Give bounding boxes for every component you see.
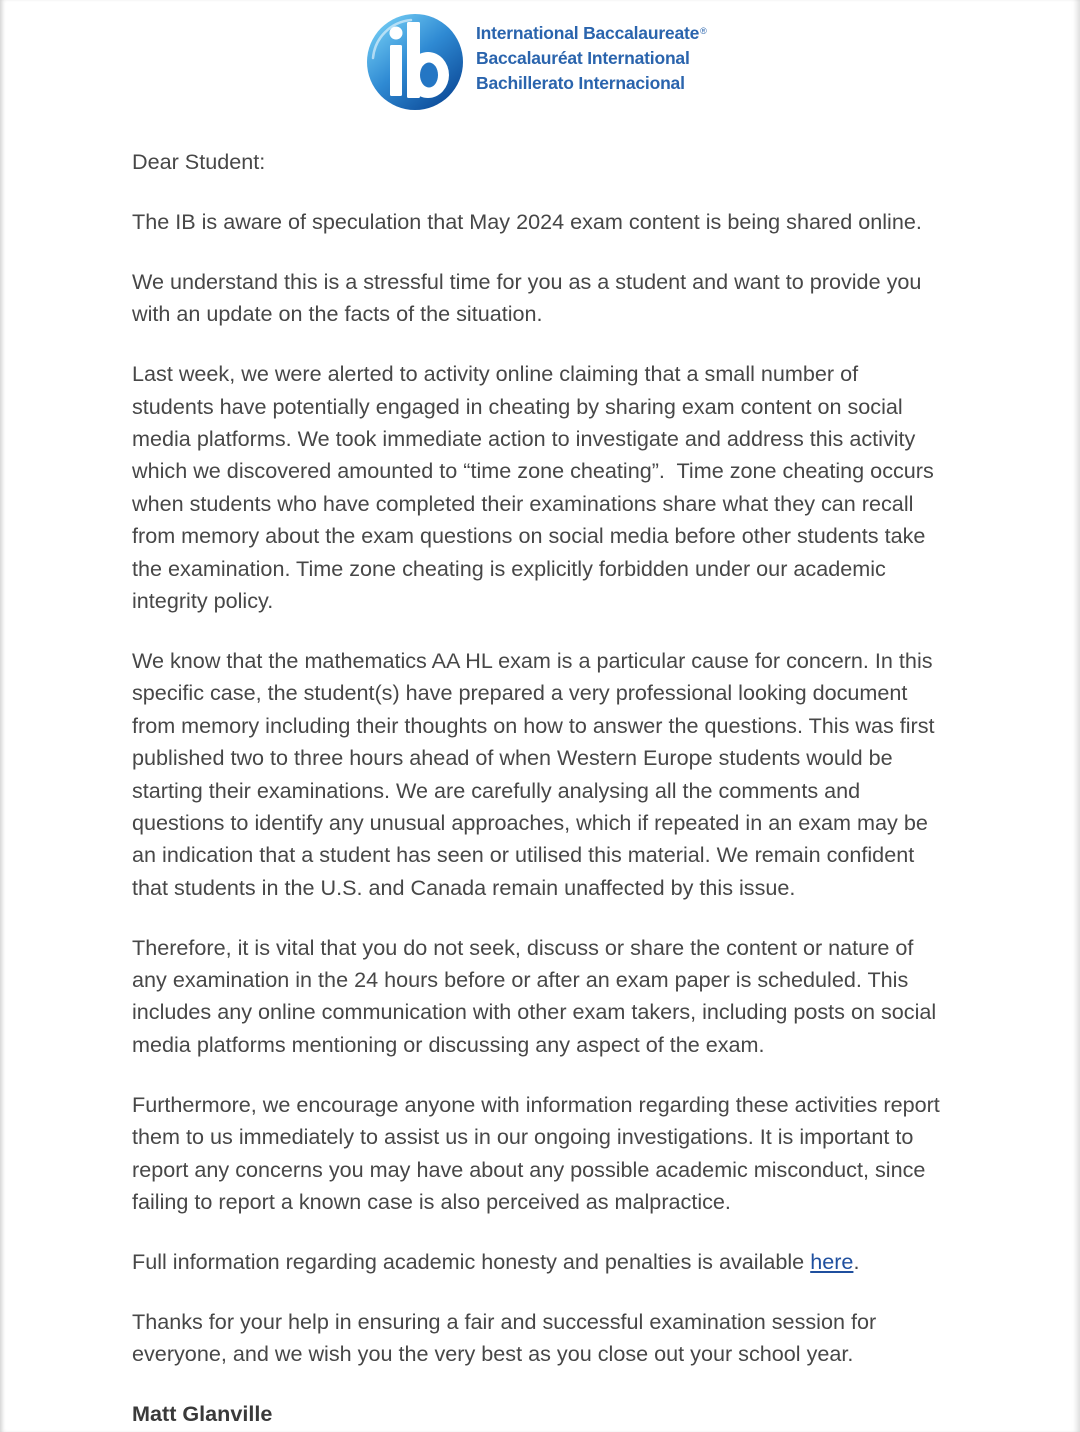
letterhead [0,0,1080,120]
letter-line: specific case, the student(s) have prepared a very professional looking document [132,680,908,706]
letter-line: from memory about the exam questions on social media before other students take [132,523,926,549]
logo-letter-b-counter [420,63,438,88]
letter-line: from memory including their thoughts on how to answer the questions. This was first [132,712,935,738]
letter-line: We understand this is a stressful time for you as a student and want to provide you [132,268,922,294]
paragraph-understanding [132,266,1032,331]
letter-line: report any concerns you may have about any possible academic misconduct, since [132,1156,926,1182]
letter-line: media platforms. We took immediate action to investigate and address this activity [132,425,916,451]
letter-line: integrity policy. [132,587,274,613]
greeting: Dear Student: [132,149,266,174]
letter-line: Last week, we were alerted to activity online claiming that a small number of [132,361,859,387]
letter-line: which we discovered amounted to “time zone cheating”. Time zone cheating occurs [132,458,934,484]
org-name-french: Baccalauréat International [476,48,690,68]
org-name-english-text: International Baccalaureate [476,23,700,43]
organization-names [476,21,707,96]
letter-line: media platforms mentioning or discussing any aspect of the exam. [132,1031,765,1057]
org-name-spanish: Bachillerato Internacional [476,73,685,93]
paragraph-signature [132,1398,1032,1430]
letter-line: questions to identify any unusual approaches, which if repeated in an exam may be [132,809,928,835]
paragraph-intro [132,206,1032,238]
letter-line: that students in the U.S. and Canada remain unaffected by this issue. [132,874,796,900]
full-info-text: Full information regarding academic honesty and penalties is available [132,1248,811,1274]
letter-line: everyone, and we wish you the very best as you close out your school year. [132,1341,854,1367]
ib-logo-icon [365,12,465,112]
logo-letter-i [390,45,402,96]
org-name-english [476,21,707,46]
letter-line [132,1246,1032,1278]
letter-line: Thanks for your help in ensuring a fair and successful examination session for [132,1308,877,1334]
paragraph-math-exam [132,645,1032,904]
letter-line: We know that the mathematics AA HL exam is a particular cause for concern. In this [132,647,933,673]
letter-line: when students who have completed their examinations share what they can recall [132,490,914,516]
paragraph-full-information [132,1246,1032,1278]
letter-line: an indication that a student has seen or utilised this material. We remain confident [132,842,915,868]
logo-letter-i-dot [390,27,403,40]
paragraph-closing [132,1306,1032,1371]
letter-line: them to us immediately to assist us in our ongoing investigations. It is important to [132,1124,914,1150]
letter-line: starting their examinations. We are carefully analysing all the comments and [132,777,861,803]
letter-line: with an update on the facts of the situation. [132,301,543,327]
paragraph-incident [132,358,1032,617]
signature-name: Matt Glanville [132,1401,273,1427]
letter-body [132,146,1032,1431]
paragraph-reporting [132,1089,1032,1219]
academic-honesty-link[interactable]: here [810,1248,854,1274]
letter-line: students have potentially engaged in cheating by sharing exam content on social [132,393,903,419]
letter-line: Therefore, it is vital that you do not seek, discuss or share the content or nature of [132,934,914,960]
letter-line: includes any online communication with other exam takers, including posts on social [132,999,937,1025]
letter-line: The IB is aware of speculation that May 2024 exam content is being shared online. [132,208,922,234]
full-info-suffix: . [853,1248,860,1274]
trademark-symbol: ® [700,26,707,36]
letter-line: Furthermore, we encourage anyone with information regarding these activities report [132,1091,940,1117]
letter-line: published two to three hours ahead of when Western Europe students would be [132,745,893,771]
paragraph-guidance [132,932,1032,1062]
letter-line: failing to report a known case is also perceived as malpractice. [132,1188,731,1214]
paragraph-greeting [132,146,1032,178]
letter-line: the examination. Time zone cheating is explicitly forbidden under our academic [132,555,886,581]
letter-line: any examination in the 24 hours before or after an exam paper is scheduled. This [132,967,909,993]
